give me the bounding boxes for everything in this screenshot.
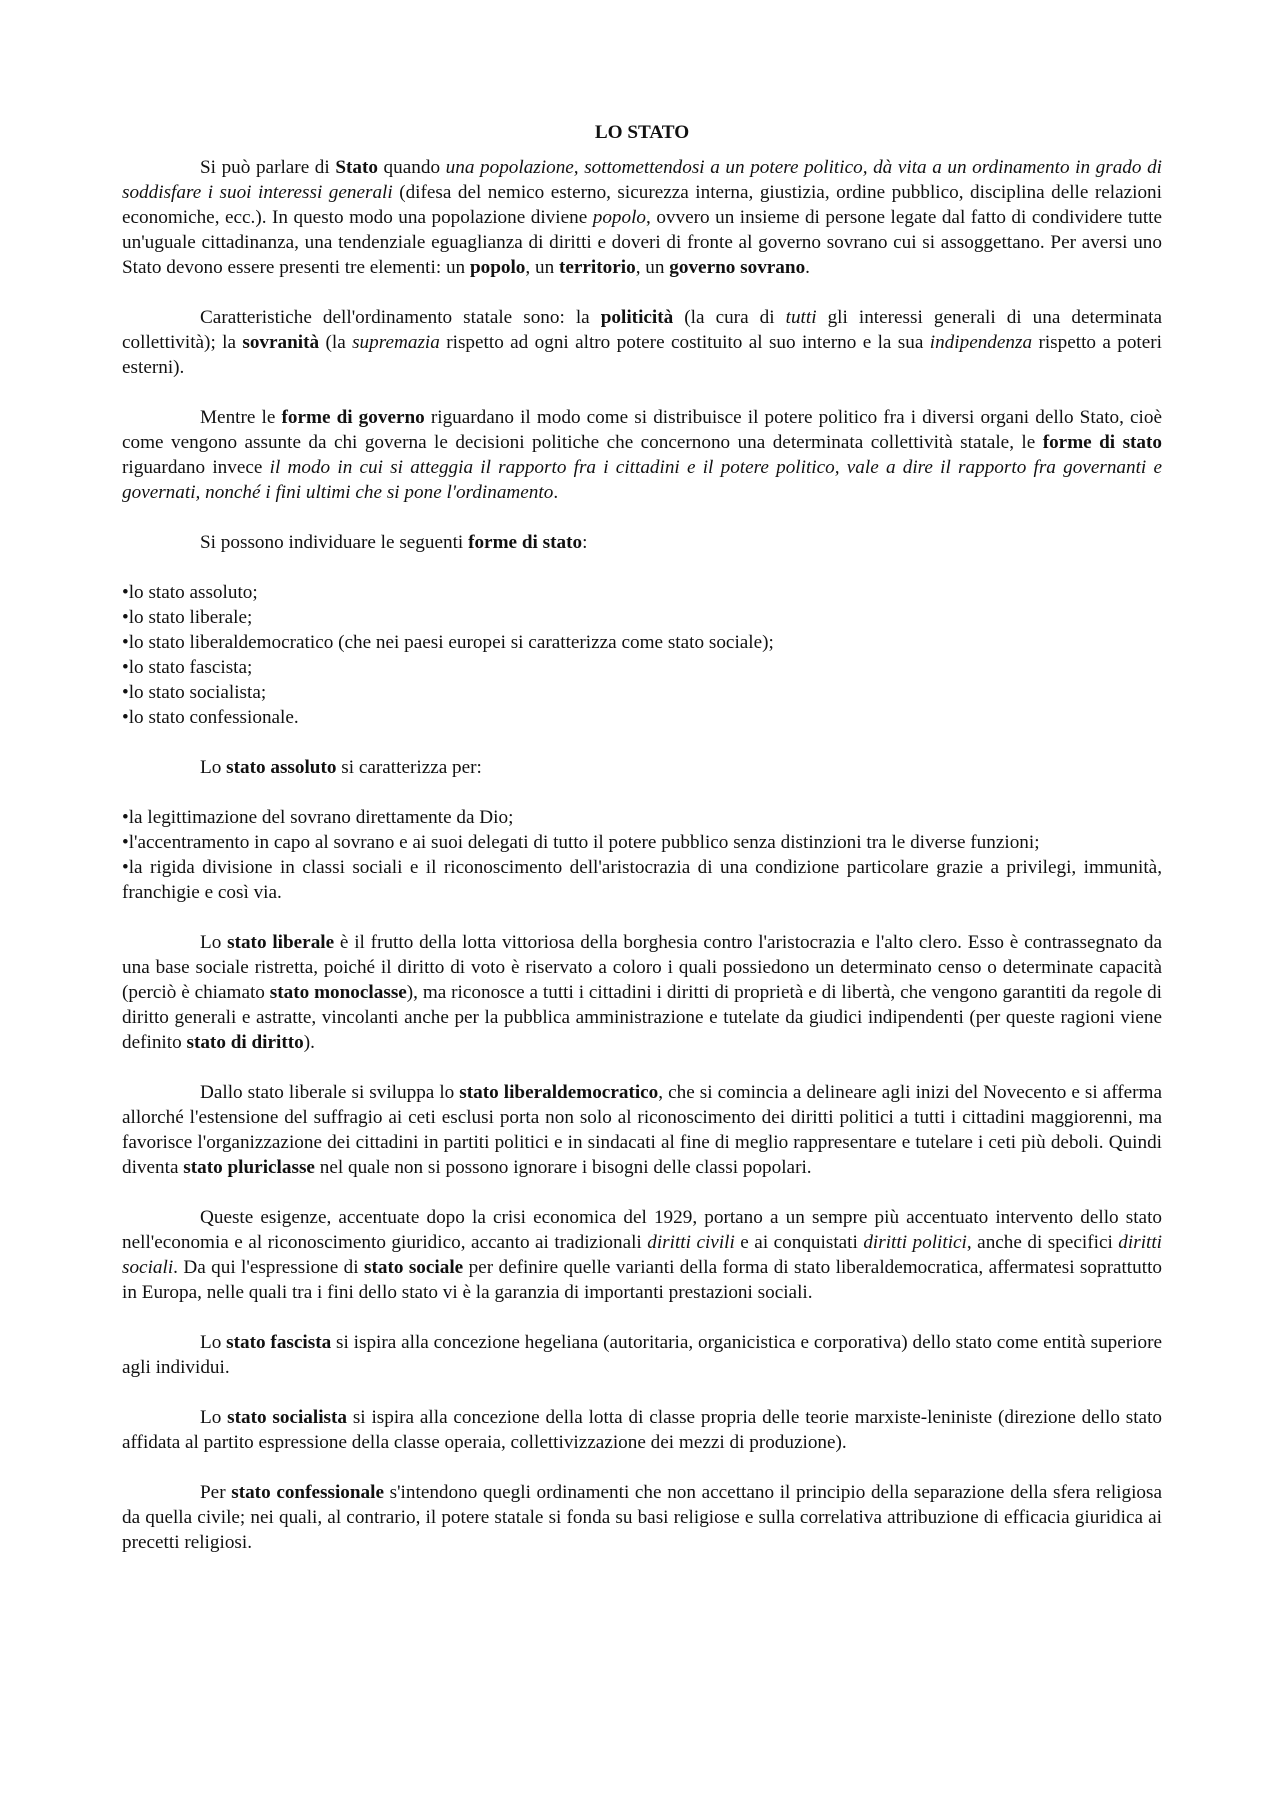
list-item xyxy=(122,705,1162,730)
italic-text: diritti sociali xyxy=(122,1232,1163,1278)
list-item-text: l'accentramento in capo al sovrano e ai suoi delegati di tutto il potere pubblico senza distinzioni tra le diverse funzioni; xyxy=(128,832,1040,853)
list-item-text: lo stato assoluto; xyxy=(128,582,258,603)
text-run: , che si comincia a delineare agli inizi del Novecento e si afferma allorché l'estensione del suffragio ai ceti esclusi porta non solo al riconoscimento dei diritti politici a tutti i cittadini maggiorenni, ma favorisce l'organizzazione dei cittadini in partiti politici e in sindacati al fine di meglio rappresentare e tutelare i ceti più deboli. Quindi diventa xyxy=(122,1082,1162,1178)
list-item-text: lo stato liberaldemocratico (che nei paesi europei si caratterizza come stato sociale); xyxy=(128,632,774,653)
bullet-icon: • xyxy=(122,632,129,653)
list-item-text: lo stato liberale; xyxy=(128,607,253,628)
text-run: Lo xyxy=(200,932,228,953)
bold-term: stato liberaldemocratico xyxy=(459,1082,659,1103)
bold-term: stato sociale xyxy=(364,1257,464,1278)
italic-text: il modo in cui si atteggia il rapporto fra i cittadini e il potere politico, vale a dire il rapporto fra governanti e governati, nonché i fini ultimi che si pone l'ordinamento xyxy=(122,457,1162,503)
bold-term: forme di governo xyxy=(281,407,425,428)
italic-text: popolo xyxy=(592,207,647,228)
text-run: è il frutto della lotta vittoriosa della borghesia contro l'aristocrazia e l'alto clero. Esso è contrassegnato da una base sociale ristretta, poiché il diritto di voto è riservato a coloro i quali possiedono un determinato censo o determinate capacità (perciò è chiamato xyxy=(122,932,1162,1003)
bullet-icon: • xyxy=(122,832,129,853)
text-run: si caratterizza per: xyxy=(336,757,482,778)
text-run: si ispira alla concezione hegeliana (autoritaria, organicistica e corporativa) dello stato come entità superiore agli individui. xyxy=(122,1332,1162,1378)
text-run: (la xyxy=(319,332,353,353)
list-item-text: lo stato fascista; xyxy=(128,657,253,678)
list-item xyxy=(122,630,1162,655)
paragraph-stato-liberale xyxy=(122,930,1162,1055)
bold-term: stato socialista xyxy=(227,1407,348,1428)
bold-term: stato di diritto xyxy=(186,1032,304,1053)
bold-term: stato monoclasse xyxy=(269,982,407,1003)
text-run: s'intendono quegli ordinamenti che non accettano il principio della separazione della sfera religiosa da quella civile; nei quali, al contrario, il potere statale si fonda su basi religiose e sulla correlativa attribuzione di efficacia giuridica ai precetti religiosi. xyxy=(122,1482,1163,1553)
bold-term: stato confessionale xyxy=(231,1482,384,1503)
bold-term: politicità xyxy=(600,307,674,328)
document-title: LO STATO xyxy=(594,122,690,143)
text-run: quando xyxy=(377,157,446,178)
text-run: Queste esigenze, accentuate dopo la crisi economica del 1929, portano a un sempre più accentuato intervento dello stato nell'economia e al riconoscimento giuridico, accanto ai tradizionali xyxy=(122,1207,1162,1253)
bold-term: governo sovrano xyxy=(669,257,806,278)
text-run: . xyxy=(553,482,559,503)
paragraph-stato-socialista xyxy=(122,1405,1162,1455)
italic-text: tutti xyxy=(785,307,817,328)
text-run: e ai conquistati xyxy=(734,1232,864,1253)
bold-term: forme di stato xyxy=(1042,432,1162,453)
text-run: , un xyxy=(525,257,559,278)
list-item xyxy=(122,680,1162,705)
text-run: Lo xyxy=(200,1407,228,1428)
list-item xyxy=(122,605,1162,630)
bold-term: forme di stato xyxy=(468,532,583,553)
text-run: , anche di specifici xyxy=(966,1232,1119,1253)
text-run: riguardano invece xyxy=(122,457,270,478)
bullet-icon: • xyxy=(122,807,129,828)
text-run: rispetto a poteri esterni). xyxy=(122,332,1163,378)
list-item xyxy=(122,805,1162,830)
text-run: rispetto ad ogni altro potere costituito al suo interno e la sua xyxy=(439,332,930,353)
bullet-icon: • xyxy=(122,657,129,678)
paragraph-stato-assoluto xyxy=(122,755,1162,780)
bold-term: stato pluriclasse xyxy=(183,1157,315,1178)
paragraph-forme-stato-intro xyxy=(122,530,1162,555)
bold-term: stato liberale xyxy=(227,932,335,953)
forme-di-stato-list xyxy=(122,580,1162,730)
text-run: gli interessi generali di una determinata collettività); la xyxy=(122,307,1162,353)
list-item xyxy=(122,580,1162,605)
text-run: Si può parlare di xyxy=(200,157,336,178)
text-run: nel quale non si possono ignorare i bisogni delle classi popolari. xyxy=(314,1157,812,1178)
bold-term: stato fascista xyxy=(226,1332,332,1353)
paragraph-forme-governo xyxy=(122,405,1162,505)
text-run: , ovvero un insieme di persone legate dal fatto di condividere tutte un'uguale cittadinanza, una tendenziale eguaglianza di diritti e doveri di fronte al governo sovrano cui si assoggettano. Per aversi uno Stato devono essere presenti tre elementi: un xyxy=(122,207,1163,278)
italic-text: diritti politici xyxy=(863,1232,967,1253)
list-item-text: la rigida divisione in classi sociali e il riconoscimento dell'aristocrazia di una condizione particolare grazie a privilegi, immunità, franchigie e così via. xyxy=(122,857,1162,903)
bullet-icon: • xyxy=(122,607,129,628)
paragraph-caratteristiche xyxy=(122,305,1162,380)
text-run: . Da qui l'espressione di xyxy=(173,1257,364,1278)
text-run: Lo xyxy=(200,757,227,778)
list-item-text: la legittimazione del sovrano direttamente da Dio; xyxy=(128,807,514,828)
bold-term: territorio xyxy=(558,257,636,278)
italic-text: diritti civili xyxy=(647,1232,735,1253)
text-run: Per xyxy=(200,1482,232,1503)
bold-term: stato assoluto xyxy=(226,757,337,778)
document-page xyxy=(122,120,1162,1580)
bullet-icon: • xyxy=(122,682,129,703)
bold-term: sovranità xyxy=(242,332,320,353)
text-run: , un xyxy=(635,257,670,278)
bold-term: Stato xyxy=(335,157,378,178)
paragraph-stato-confessionale xyxy=(122,1480,1162,1555)
paragraph-stato-liberaldemocratico xyxy=(122,1080,1162,1180)
text-run: : xyxy=(582,532,588,553)
text-run: Lo xyxy=(200,1332,227,1353)
text-run: ), ma riconosce a tutti i cittadini i diritti di proprietà e di libertà, che vengono garantiti da regole di diritto generali e astratte, vincolanti anche per la pubblica amministrazione e tutelate da giudici indipendenti (per queste ragioni viene definito xyxy=(122,982,1162,1053)
bullet-icon: • xyxy=(122,707,129,728)
text-run: Mentre le xyxy=(200,407,282,428)
paragraph-stato-definizione xyxy=(122,155,1162,280)
italic-text: indipendenza xyxy=(929,332,1033,353)
list-item-text: lo stato confessionale. xyxy=(128,707,299,728)
text-run: riguardano il modo come si distribuisce il potere politico fra i diversi organi dello Stato, cioè come vengono assunte da chi governa le decisioni politiche che concernono una determinata collettività statale, le xyxy=(122,407,1162,453)
text-run: (difesa del nemico esterno, sicurezza interna, giustizia, ordine pubblico, disciplina delle relazioni economiche, ecc.). In questo modo una popolazione diviene xyxy=(122,182,1162,228)
paragraph-stato-sociale xyxy=(122,1205,1162,1305)
list-item-text: lo stato socialista; xyxy=(128,682,267,703)
bullet-icon: • xyxy=(122,582,129,603)
text-run: . xyxy=(805,257,810,278)
list-item xyxy=(122,655,1162,680)
text-run: per definire quelle varianti della forma di stato liberaldemocratica, affermatesi soprattutto in Europa, nelle quali tra i fini dello stato vi è la garanzia di importanti prestazioni sociali. xyxy=(122,1257,1162,1303)
stato-assoluto-list xyxy=(122,805,1162,905)
paragraph-stato-fascista xyxy=(122,1330,1162,1380)
bold-term: popolo xyxy=(469,257,526,278)
text-run: (la cura di xyxy=(673,307,786,328)
text-run: ). xyxy=(303,1032,315,1053)
list-item xyxy=(122,855,1162,905)
text-run: si ispira alla concezione della lotta di classe propria delle teorie marxiste-leniniste (direzione dello stato affidata al partito espressione della classe operaia, collettivizzazione dei mezzi di produzione). xyxy=(122,1407,1162,1453)
italic-text: una popolazione, sottomettendosi a un potere politico, dà vita a un ordinamento in grado di soddisfare i suoi interessi generali xyxy=(122,157,1162,203)
text-run: Si possono individuare le seguenti xyxy=(200,532,469,553)
bullet-icon: • xyxy=(122,857,129,878)
text-run: Dallo stato liberale si sviluppa lo xyxy=(200,1082,460,1103)
text-run: Caratteristiche dell'ordinamento statale sono: la xyxy=(200,307,601,328)
italic-text: supremazia xyxy=(352,332,440,353)
list-item xyxy=(122,830,1162,855)
